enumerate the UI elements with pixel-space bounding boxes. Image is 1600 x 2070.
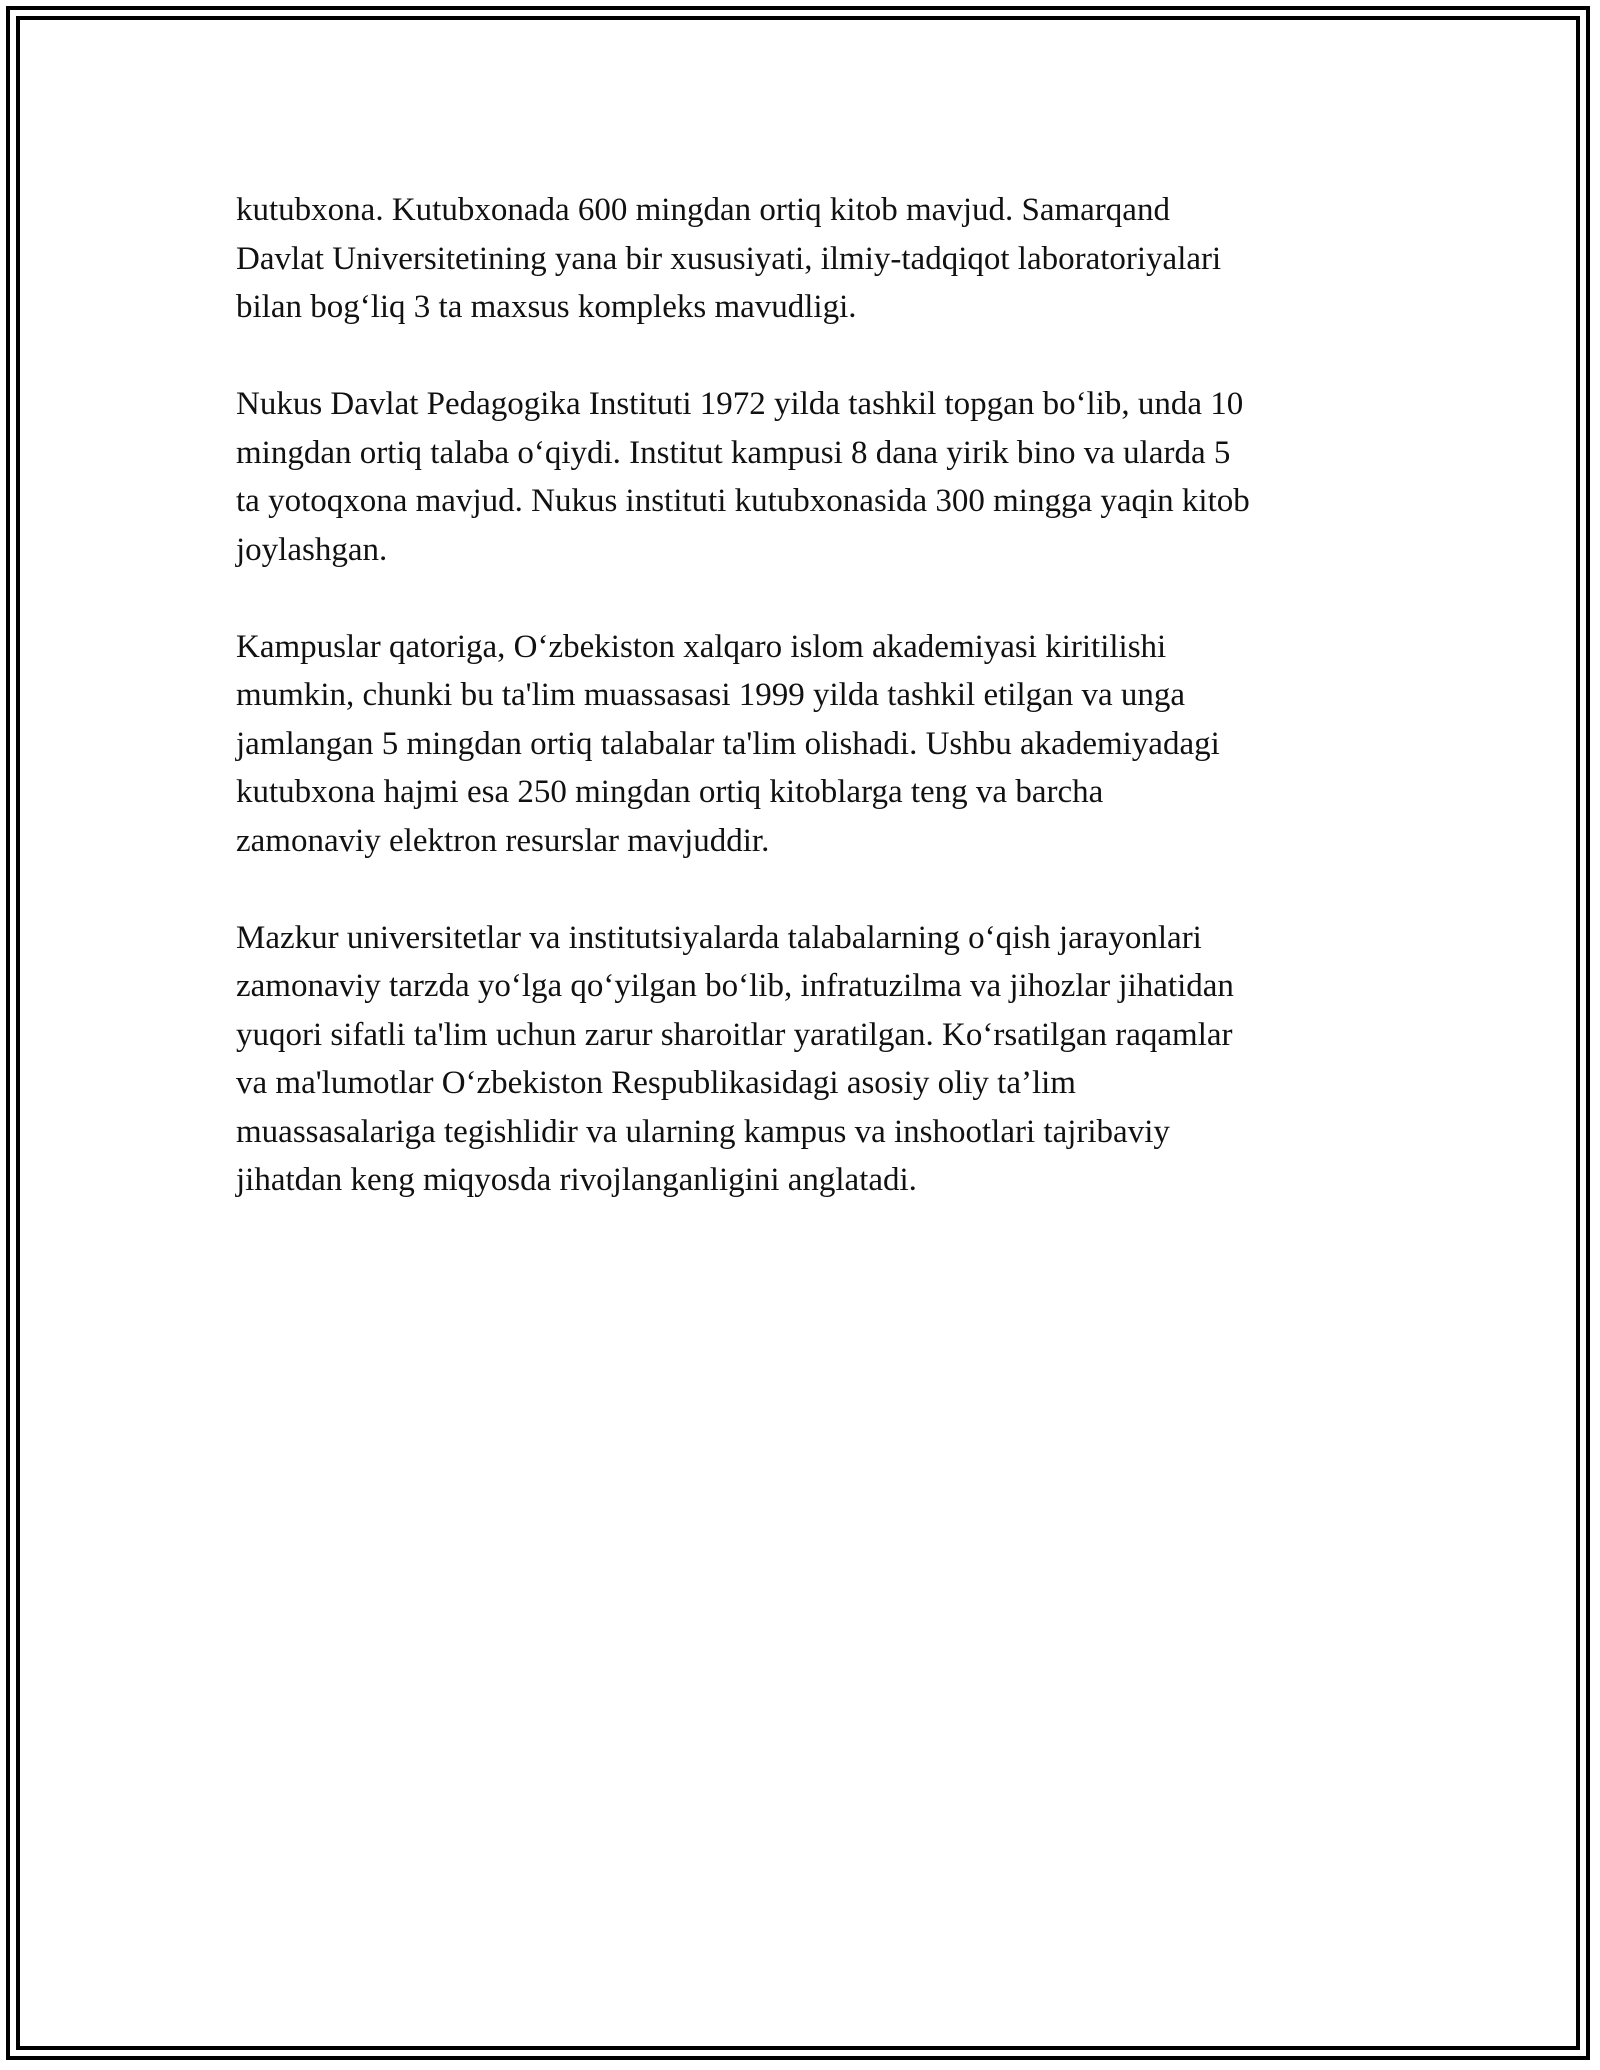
paragraph-samarqand-library: kutubxona. Kutubxonada 600 mingdan ortiq kitob mavjud. Samarqand Davlat Universitetining yana bir xususiyati, ilmiy-tadqiqot laboratoriyalari bilan bogʻliq 3 ta maxsus kompleks mavudligi. (236, 192, 1222, 325)
paragraph-nukus-institute: Nukus Davlat Pedagogika Instituti 1972 yilda tashkil topgan boʻlib, unda 10 mingdan ortiq talaba oʻqiydi. Institut kampusi 8 dana yirik bino va ularda 5 ta yotoqxona mavjud. Nukus instituti kutubxonasida 300 mingga yaqin kitob joylashgan. (236, 386, 1250, 568)
document-body (236, 186, 1396, 1253)
paragraph-conclusion: Mazkur universitetlar va institutsiyalarda talabalarning oʻqish jarayonlari zamonaviy tarzda yoʻlga qoʻyilgan boʻlib, infratuzilma va jihozlar jihatidan yuqori sifatli ta'lim uchun zarur sharoitlar yaratilgan. Koʻrsatilgan raqamlar va ma'lumotlar Oʻzbekiston Respublikasidagi asosiy oliy ta’lim muassasalariga tegishlidir va ularning kampus va inshootlari tajribaviy jihatdan keng miqyosda rivojlanganligini anglatadi. (236, 919, 1234, 1198)
paragraph-islamic-academy: Kampuslar qatoriga, Oʻzbekiston xalqaro islom akademiyasi kiritilishi mumkin, chunki bu ta'lim muassasasi 1999 yilda tashkil etilgan va unga jamlangan 5 mingdan ortiq talabalar ta'lim olishadi. Ushbu akademiyadagi kutubxona hajmi esa 250 mingdan ortiq kitoblarga teng va barcha zamonaviy elektron resurslar mavjuddir. (236, 628, 1220, 859)
